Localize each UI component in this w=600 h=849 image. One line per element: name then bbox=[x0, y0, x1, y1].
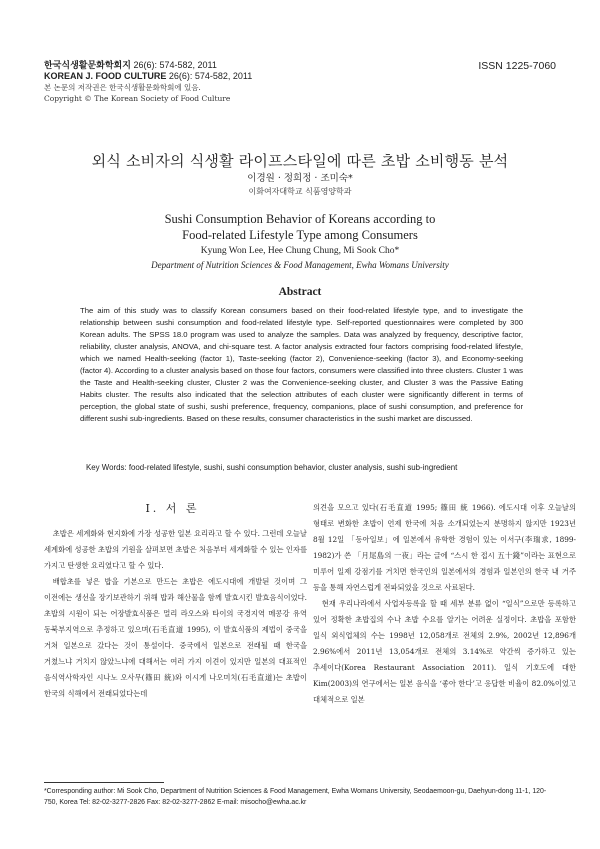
journal-en-name: KOREAN J. FOOD CULTURE bbox=[44, 71, 167, 81]
right-column bbox=[313, 500, 576, 708]
journal-kr-ref: 26(6): 574-582, 2011 bbox=[133, 60, 217, 70]
journal-kr-name: 한국식생활문화학회지 bbox=[44, 60, 131, 70]
title-english-line-2: Food-related Lifestyle Type among Consumers bbox=[182, 228, 418, 242]
paragraph: 의견을 모으고 있다(石毛直道 1995; 篠田 統 1966). 에도시대 이후 오늘날의 형태로 변화한 초밥이 언제 한국에 처음 소개되었는지 분명하지 않지만 1923년 8월 12일 「동아일보」에 일본에서 유학한 경험이 있는 이서구(李瑞求, 1899-1982)가 쓴 「月尾島의 一夜」라는 글에 “스시 한 접시 五十錢”이라는 표현으로 미루어 일제 강점기를 거치면 한국인의 일본에서의 경험과 일본인의 한국 내 거주 등을 통해 자연스럽게 전파되었을 것으로 사료된다. bbox=[313, 503, 576, 592]
title-english-line-1: Sushi Consumption Behavior of Koreans according to bbox=[164, 212, 436, 226]
section-title-introduction: Ⅰ. 서 론 bbox=[145, 502, 200, 515]
paragraph: 현재 우리나라에서 사업자등록을 할 때 세부 분류 없이 “일식”으로만 등록하고 있어 정확한 초밥집의 수나 초밥 수요를 알기는 어려운 실정이다. 초밥을 포함한 일식 외식업체의 수는 1998년 12,058개로 전체의 2.9%, 2002년 12,896개 2.96%에서 2011년 13,054개로 전체의 3.14%로 약간씩 증가하고 있는 추세이다(Korea Restaurant Association 2011). 일식 기호도에 대한 Kim(2003)의 연구에서는 일본 음식을 ‘좋아 한다’고 응답한 비율이 82.0%이었고 대체적으로 일본 bbox=[313, 599, 576, 704]
copyright-en: Copyright © The Korean Society of Food Culture bbox=[44, 94, 231, 103]
journal-header bbox=[44, 60, 252, 104]
abstract-body: The aim of this study was to classify Korean consumers based on their food-related lifestyle type, and to investigate the relationship between sushi consumption and food-related lifestyle type. Self-reported questionnaires were completed by 300 Korean adults. The SPSS 18.0 program was used to analyze the samples. Data was analyzed by frequency, descriptive factor, reliability, cluster analysis, ANOVA, and chi-square test. A factor analysis extracted four factors comprising food-related lifestyle, which we named Health-seeking (factor 1), Taste-seeking (factor 2), Convenience-seeking (factor 3), and Economy-seeking (factor 4). According to a cluster analysis based on those four factors, consumers were classified into three clusters. Cluster 1 was the Taste and Health-seeking cluster, Cluster 2 was the Convenience-seeking cluster, and Cluster 3 was the Passive Eating Habits cluster. The results also indicated that the selection attributes of each cluster were significantly different in terms of perception, the global state of sushi, sushi preference, frequency, companions, place of sushi consumption, and preference for different sushi sub-ingredients. Based on these results, consumer characteristics in the sushi market are discussed. bbox=[80, 306, 523, 423]
title-english bbox=[0, 211, 600, 243]
abstract-heading: Abstract bbox=[278, 286, 322, 298]
keywords: Key Words: food-related lifestyle, sushi, sushi consumption behavior, cluster analysis, sushi sub-ingredient bbox=[86, 463, 458, 472]
issn: ISSN 1225-7060 bbox=[478, 60, 556, 72]
footnote-divider bbox=[44, 782, 164, 783]
journal-en-line bbox=[44, 71, 252, 82]
affiliation-english: Department of Nutrition Sciences & Food Management, Ewha Womans University bbox=[151, 260, 449, 270]
journal-kr-line bbox=[44, 60, 252, 71]
corresponding-author-footnote: *Corresponding author: Mi Sook Cho, Department of Nutrition Sciences & Food Management, Ewha Womans University, Seodaemoon-gu, Daehyun-dong 11-1, 120-750, Korea Tel: 82-02-3277-2826 Fax: 82-02-3277-2862 E-mail: misocho@ewha.ac.kr bbox=[44, 788, 547, 806]
left-column bbox=[44, 526, 307, 702]
paragraph: 초밥은 세계화와 현지화에 가장 성공한 일본 요리라고 할 수 있다. 그런데 오늘날 세계화에 성공한 초밥의 기원을 살펴보면 초밥은 처음부터 세계화할 수 있는 인자를 가지고 탄생한 요리였다고 할 수 있다. bbox=[44, 529, 307, 570]
authors-korean: 이경원 · 정희정 · 조미숙* bbox=[247, 173, 353, 184]
copyright-kr: 본 논문의 저작권은 한국식생활문화학회에 있음. bbox=[44, 83, 201, 92]
title-korean: 외식 소비자의 식생활 라이프스타일에 따른 초밥 소비행동 분석 bbox=[91, 152, 509, 170]
journal-en-ref: 26(6): 574-582, 2011 bbox=[168, 71, 253, 81]
affiliation-korean: 이화여자대학교 식품영양학과 bbox=[248, 187, 352, 196]
authors-english: Kyung Won Lee, Hee Chung Chung, Mi Sook Cho* bbox=[200, 246, 400, 256]
paragraph: 배합초를 넣은 밥을 기본으로 만드는 초밥은 에도시대에 개발된 것이며 그 이전에는 생선을 장기보관하기 위해 밥과 해산물을 함께 발효시킨 발효음식이었다. 초밥의 시원이 되는 어장발효식품은 멀리 라오스와 타이의 국경지역 메콩강 유역 동북부지역으로 추정하고 있으며(石毛直道 1995), 이 발효식품의 제법이 중국을 거쳐 일본으로 갔다는 것이 통설이다. 중국에서 일본으로 전래될 때 한국을 거쳤느냐 거치지 않았느냐에 대해서는 여러 가지 이견이 있지만 일본의 대표적인 음식역사학자인 시나노 오사무(篠田 統)와 이시게 나오미치(石毛直道)는 초밥이 한국의 식해에서 전래되었다는데 bbox=[44, 577, 307, 698]
